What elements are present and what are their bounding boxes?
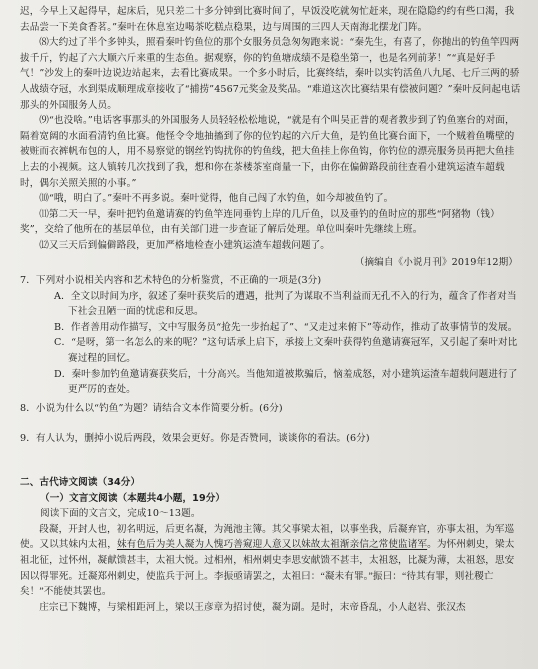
section-2-subheading: （一）文言文阅读（本题共4小题，19分） [40,492,226,504]
question-7-option-b: B．作者善用动作描写，文中写服务员“抢先一步抬起了”、“又走过来俯下”等动作，推动了故事情节的发展。 [54,321,518,333]
answer-space-8 [20,416,524,428]
question-7-option-c: C．“是呀，第一名怎么的来的呢？”这句话承上启下，承接上文秦叶获得钓鱼邀请赛冠军，又引起了秦叶对比赛过程的回忆。 [54,337,518,365]
question-8: 8．小说为什么以“钓鱼”为题？请结合文本作简要分析。(6分) [20,402,283,414]
question-7-stem: 7．下列对小说相关内容和艺术特色的分析鉴赏，不正确的一项是(3分) [20,275,322,287]
classical-text-line: 段凝，开封人也，初名明远，后更名凝，为渑池主簿。其父事梁太祖，以事坐我，后凝弃官，亦事太祖，为军巡使。又以其妹内太祖， [20,523,515,551]
story-paragraph-12: ⑿又三天后到偏僻路段，更加严格地检查小建筑运渣车超载问题了。 [39,239,330,251]
question-7-option-a: A．全文以时间为序，叙述了秦叶获奖后的遭遇，批判了为谋取不当利益而无孔不入的行为，蕴含了作者对当下社会丑陋一面的忧虑和反思。 [54,290,517,318]
classical-text-line: 。为怀州刺史，梁太祖北征，过怀州，凝献馈甚丰，太祖大悦。过相州，相州刺史李思安献馈不甚丰，太祖怒，比凝为薄，太祖怒，思安因以得罪死。迁凝郑州刺史，使监兵于河上。李振亟请罢之，太祖曰：“凝未有罪。”振曰：“待其有罪，则社稷亡矣！”不能使其罢也。 [20,539,515,598]
section-2-heading: 二、古代诗文阅读（34分） [20,477,141,489]
classical-text-paragraph-1 [20,522,524,600]
classical-text-paragraph-2: 庄宗已下魏博，与梁相距河上，梁以王彦章为招讨使，凝为副。是时，末帝昏乱，小人赵岩、张汉杰 [39,601,466,613]
story-paragraph-11: ⑾第二天一早，秦叶把钓鱼邀请赛的钓鱼竿连同垂钓上岸的几斤鱼，以及垂钓的鱼时应的那些“阿猪物（钱）奖”，交给了他所在的基层单位，由有关部门进一步查证了解后处理。单位叫秦叶先继续上班。 [20,208,500,236]
question-7-options [46,289,524,398]
question-7-option-d: D．秦叶参加钓鱼邀请赛获奖后，十分高兴。当他知道被欺骗后，恼羞成怒，对小建筑运渣车超载问题进行了更严厉的查处。 [54,368,518,396]
underlined-sentence: 妹有色后为美人凝为人愧巧善窥迎人意又以妹故太祖渐亲信之常使监诸军 [116,539,428,551]
story-paragraph-8: ⑻大约过了半个多钟头，照看秦叶钓鱼位的那个女服务员急匆匆跑来说：“秦先生，有喜了，你抛出的钓鱼竿四两拔千斤，钓起了六大顺六斤来重的生态鱼。据观察，你的钓鱼塘成绩不是稳坐第一，也是名列前茅！”“真是好手气！”沙发上的秦叶边说边站起来，去看比赛成果。一个多小时后，比赛终结，秦叶以实钓活鱼八九尾、七斤三两的骄人战绩夺冠，水到渠成顺理成章接收了“捕捞”4567元奖金及奖品。“难道这次比赛结果有偿被问题？”秦叶反问起电话那头的外国服务人员。 [20,37,521,111]
story-paragraph-intro: 迟，今早上又起得早，起床后，见只差二十多分钟到比赛时间了，早饭没吃就匆忙赶来，现在隐隐约约有些口渴，我去品尝一下美食香茗。”秦叶在休息室边喝茶吃糕点稳果，边与周围的三四人天南海北摆龙门阵。 [20,6,515,33]
source-citation: （摘编自《小说月刊》2019年12期） [354,256,518,268]
answer-space-9 [20,447,524,469]
story-paragraph-10: ⑽“哦，明白了。”秦叶不再多说。秦叶觉得，他自己闯了水钓鱼，如今却被鱼钓了。 [39,193,394,205]
question-9: 9．有人认为，删掉小说后两段，效果会更好。你是否赞同，谈谈你的看法。(6分) [20,433,370,445]
reading-instruction: 阅读下面的文言文，完成10～13题。 [40,508,201,520]
story-paragraph-9: ⑼“也没啥。”电话客事那头的外国服务人员轻轻松松地说，“就是有个叫吴正普的观者教步到了钓鱼塞台的对面，隔着宽阔的水面看清钓鱼比赛。他怪令令地抽搐到了你的位钓起的六斤大鱼，是钓鱼比赛台面下，一个贼着鱼嘴壁的被赃而衣裤帆布包的人，用不易察觉的钢丝钓钩扰你的钓鱼线，把大鱼挂上你鱼钩，你钓位的漂亮服务员再把大鱼挂上去的小视频。这人镇转几次找到了我，想和你在茶楼茶室商量一下，由你在偏僻路段前往查看小建筑运渣车超载时，偶尔关照关照的小事。” [20,115,515,189]
